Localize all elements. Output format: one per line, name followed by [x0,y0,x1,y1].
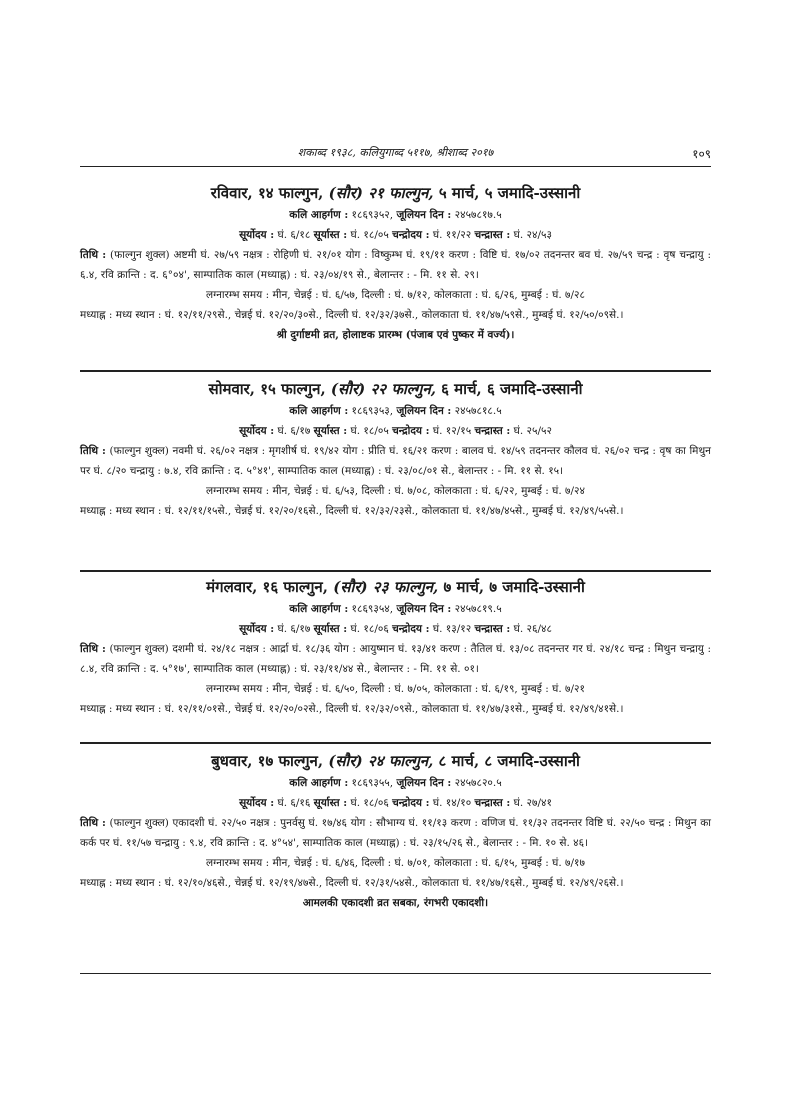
entry-separator [80,370,711,372]
kali-julian-line [80,401,711,421]
sunrise-label: सूर्योदय : [239,623,275,635]
saur-date: (सौर) २२ फाल्गुन, [330,380,436,398]
sunset-value: घं. १८/०६ [350,623,389,635]
moonrise-label: चन्द्रोदय : [392,623,430,635]
sun-moon-line [80,793,711,813]
tithi-details: तिथि : (फाल्गुन शुक्ल) अष्टमी घं. २७/५९ नक्षत्र : रोहिणी घं. २१/०१ योग : विष्कुम्भ घं. १९/११ करण : विष्टि घं. १७/०२ तदनन्तर बव घं. २७/५९ चन्द्र : वृष चन्द्रायु : ६.४, रवि क्रान्ति : द. ६°०४', साम्पातिक काल (मध्याह्न) : घं. २३/०४/१९ से., बेलान्तर : - मि. ११ से. २९। [80,249,712,281]
day-entry-tuesday [80,575,711,719]
day-name: सोमवार, १५ फाल्गुन, [208,380,326,398]
madhyahna-line: मध्याह्न : मध्य स्थान : घं. १२/१०/४६से., चेन्नई घं. १२/१९/४७से., दिल्ली घं. १२/३१/५४से., कोलकाता घं. ११/४७/१६से., मुम्बई घं. १२/४९/२६से.। [80,877,624,889]
sun-moon-line [80,421,711,441]
moonrise-label: चन्द्रोदय : [392,229,430,241]
kali-julian-line [80,205,711,225]
julian-value: २४५७८१८.५ [454,405,502,417]
sunset-label: सूर्यास्त : [313,797,348,809]
lagna-line: लग्नारम्भ समय : मीन, चेन्नई : घं. ६/५३, दिल्ली : घं. ७/०८, कोलकाता : घं. ६/२२, मुम्बई : घं. ७/२४ [206,485,585,497]
kali-julian-line [80,599,711,619]
sunrise-label: सूर्योदय : [239,425,275,437]
day-entry-wednesday [80,749,711,913]
moonrise-value: घं. १३/१२ [432,623,472,635]
sunset-label: सूर्यास्त : [313,623,348,635]
sunset-value: घं. १८/०५ [350,425,389,437]
kali-value: १८६९३५२, [351,209,394,221]
saur-date: (सौर) २४ फाल्गुन, [328,752,434,770]
moonset-value: घं. २५/५२ [513,425,552,437]
date-rest: ८ मार्च, ८ जमादि-उस्सानी [438,752,580,770]
saur-date: (सौर) २३ फाल्गुन, [333,578,439,596]
sunrise-value: घं. ६/१८ [277,229,311,241]
madhyahna-line: मध्याह्न : मध्य स्थान : घं. १२/११/२९से., चेन्नई घं. १२/२०/३०से., दिल्ली घं. १२/३२/३७से., कोलकाता घं. ११/४७/५९से., मुम्बई घं. १२/५०/०९से.। [80,309,624,321]
julian-label: जूलियन दिन : [396,603,452,615]
sunset-value: घं. १८/०६ [350,797,389,809]
tithi-details: तिथि : (फाल्गुन शुक्ल) दशमी घं. २४/१८ नक्षत्र : आर्द्रा घं. १८/३६ योग : आयुष्मान घं. १३/४१ करण : तैतिल घं. १३/०८ तदनन्तर गर घं. २४/१८ चन्द्र : मिथुन चन्द्रायु : ८.४, रवि क्रान्ति : द. ५°१७', साम्पातिक काल (मध्याह्न) : घं. २३/११/४४ से., बेलान्तर : - मि. ११ से. ०१। [80,643,711,675]
day-name: रविवार, १४ फाल्गुन, [210,184,324,202]
date-rest: ५ मार्च, ५ जमादि-उस्सानी [438,184,581,202]
day-name: बुधवार, १७ फाल्गुन, [211,752,324,770]
moonset-value: घं. २४/५३ [513,229,552,241]
moonset-label: चन्द्रास्त : [474,425,511,437]
sunset-value: घं. १८/०५ [350,229,389,241]
kali-label: कलि आहर्गण : [289,777,349,789]
kali-label: कलि आहर्गण : [289,405,349,417]
day-heading [80,377,711,401]
sunset-label: सूर्यास्त : [313,229,348,241]
header-title: शकाब्द १९३८, कलियुगाब्द ५११७, श्रीशाब्द २०१७ [297,146,494,159]
day-heading [80,181,711,205]
entry-separator [80,742,711,744]
moonrise-value: घं. १४/१० [432,797,472,809]
entry-separator [80,570,711,572]
header-rule [80,166,711,167]
sun-moon-line [80,225,711,245]
sunrise-value: घं. ६/१७ [277,623,311,635]
lagna-line: लग्नारम्भ समय : मीन, चेन्नई : घं. ६/५०, दिल्ली : घं. ७/०५, कोलकाता : घं. ६/१९, मुम्बई : घं. ७/२१ [206,683,585,695]
moonrise-value: घं. ११/२२ [432,229,472,241]
moonrise-label: चन्द्रोदय : [392,425,430,437]
julian-value: २४५७८१७.५ [454,209,502,221]
day-entry-sunday [80,181,711,345]
madhyahna-line: मध्याह्न : मध्य स्थान : घं. १२/११/०१से., चेन्नई घं. १२/२०/०२से., दिल्ली घं. १२/३२/०९से., कोलकाता घं. ११/४७/३१से., मुम्बई घं. १२/४९/४१से.। [80,703,624,715]
moonrise-value: घं. १२/१५ [432,425,472,437]
day-heading [80,575,711,599]
kali-value: १८६९३५४, [351,603,394,615]
julian-label: जूलियन दिन : [396,405,452,417]
tithi-details: तिथि : (फाल्गुन शुक्ल) नवमी घं. २६/०२ नक्षत्र : मृगशीर्ष घं. १९/४२ योग : प्रीति घं. १६/२१ करण : बालव घं. १४/५९ तदनन्तर कौलव घं. २६/०२ चन्द्र : वृष का मिथुन पर घं. ८/२० चन्द्रायु : ७.४, रवि क्रान्ति : द. ५°४१', साम्पातिक काल (मध्याह्न) : घं. २३/०८/०१ से., बेलान्तर : - मि. ११ से. १५। [80,445,711,477]
sunrise-value: घं. ६/१६ [277,797,311,809]
julian-value: २४५७८२०.५ [454,777,502,789]
moonset-label: चन्द्रास्त : [474,623,511,635]
page-number: १०९ [692,147,711,161]
tithi-details: तिथि : (फाल्गुन शुक्ल) एकादशी घं. २२/५० नक्षत्र : पुनर्वसु घं. १७/४६ योग : सौभाग्य घं. ११/१३ करण : वणिज घं. ११/३२ तदनन्तर विष्टि घं. २२/५० चन्द्र : मिथुन का कर्क पर घं. ११/५७ चन्द्रायु : ९.४, रवि क्रान्ति : द. ४°५४', साम्पातिक काल (मध्याह्न) : घं. २३/१५/२६ से., बेलान्तर : - मि. १० से. ४६। [80,817,711,849]
day-name: मंगलवार, १६ फाल्गुन, [206,578,328,596]
moonset-label: चन्द्रास्त : [474,229,511,241]
madhyahna-line: मध्याह्न : मध्य स्थान : घं. १२/११/१५से., चेन्नई घं. १२/२०/१६से., दिल्ली घं. १२/३२/२३से., कोलकाता घं. ११/४७/४५से., मुम्बई घं. १२/४९/५५से.। [80,505,624,517]
lagna-line: लग्नारम्भ समय : मीन, चेन्नई : घं. ६/५७, दिल्ली : घं. ७/१२, कोलकाता : घं. ६/२६, मुम्बई : घं. ७/२८ [206,289,585,301]
moonset-value: घं. २७/४१ [513,797,552,809]
kali-value: १८६९३५५, [351,777,394,789]
sunset-label: सूर्यास्त : [313,425,348,437]
page-end-rule [80,973,711,974]
lagna-line: लग्नारम्भ समय : मीन, चेन्नई : घं. ६/४६, दिल्ली : घं. ७/०१, कोलकाता : घं. ६/१५, मुम्बई : घं. ७/१७ [206,857,585,869]
kali-julian-line [80,773,711,793]
festival-note: आमलकी एकादशी व्रत सबका, रंगभरी एकादशी। [302,897,489,909]
running-header [80,145,711,165]
sunrise-label: सूर्योदय : [239,797,275,809]
kali-label: कलि आहर्गण : [289,603,349,615]
date-rest: ७ मार्च, ७ जमादि-उस्सानी [443,578,585,596]
kali-label: कलि आहर्गण : [289,209,349,221]
moonset-label: चन्द्रास्त : [474,797,511,809]
date-rest: ६ मार्च, ६ जमादि-उस्सानी [441,380,583,398]
julian-value: २४५७८१९.५ [454,603,502,615]
sunrise-value: घं. ६/१७ [277,425,311,437]
kali-value: १८६९३५३, [351,405,394,417]
sunrise-label: सूर्योदय : [239,229,275,241]
day-entry-monday [80,377,711,521]
saur-date: (सौर) २१ फाल्गुन, [328,184,434,202]
julian-label: जूलियन दिन : [396,209,452,221]
moonset-value: घं. २६/४८ [513,623,552,635]
day-heading [80,749,711,773]
moonrise-label: चन्द्रोदय : [392,797,430,809]
festival-note: श्री दुर्गाष्टमी व्रत, होलाष्टक प्रारम्भ (पंजाब एवं पुष्कर में वर्ज्य)। [276,329,515,341]
sun-moon-line [80,619,711,639]
julian-label: जूलियन दिन : [396,777,452,789]
